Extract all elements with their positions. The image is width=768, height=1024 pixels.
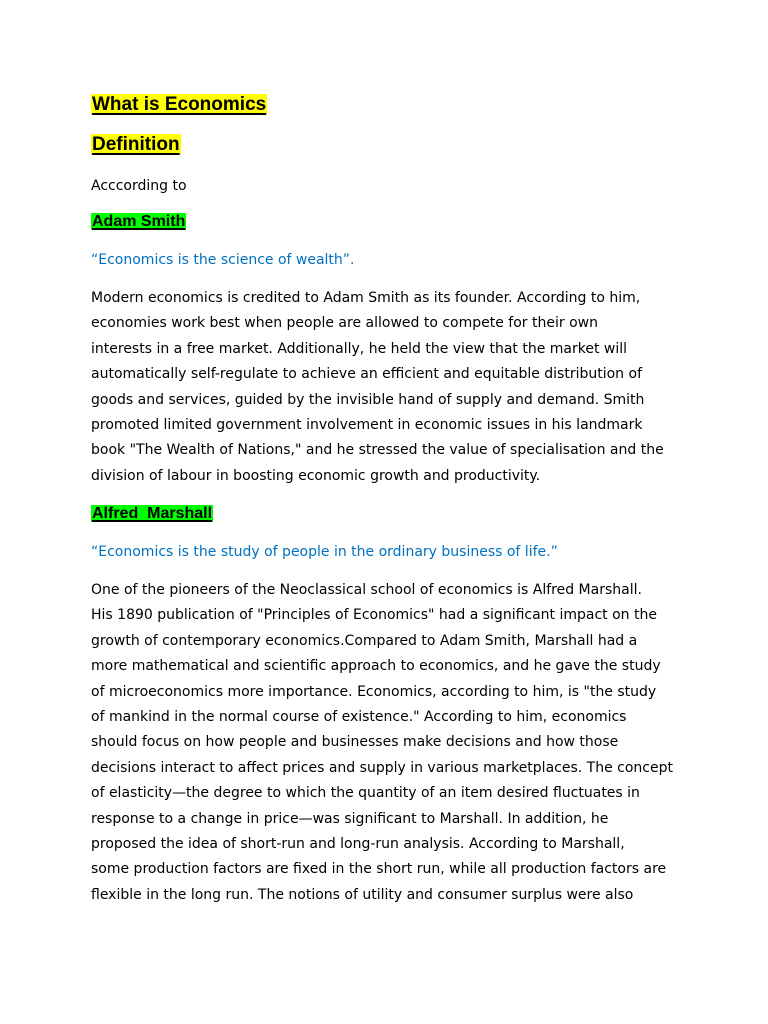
paragraph-line: book "The Wealth of Nations," and he stressed the value of specialisation and the (91, 442, 664, 459)
paragraph-line: of microeconomics more importance. Economics, according to him, is "the study (91, 683, 657, 700)
paragraph-line: flexible in the long run. The notions of utility and consumer surplus were also (91, 886, 634, 903)
intro-text: Acccording to (91, 178, 187, 194)
author-name: Alfred Marshall (92, 505, 213, 522)
paragraph-line: interests in a free market. Additionally, he held the view that the market will (91, 340, 628, 357)
paragraph-alfred-marshall (91, 578, 691, 908)
paragraph-line: more mathematical and scientific approach to economics, and he gave the study (91, 658, 661, 675)
page-title: What is Economics (92, 94, 267, 115)
title-block (91, 93, 267, 117)
author-heading-alfred-marshall (91, 503, 213, 525)
paragraph-line: One of the pioneers of the Neoclassical school of economics is Alfred Marshall. (91, 582, 642, 598)
paragraph-line: His 1890 publication of "Principles of Economics" had a significant impact on the (91, 607, 657, 624)
paragraph-line: of mankind in the normal course of existence." According to him, economics (91, 709, 627, 726)
author-name: Adam Smith (92, 213, 186, 230)
paragraph-line: growth of contemporary economics.Compared to Adam Smith, Marshall had a (91, 632, 638, 649)
paragraph-line: of elasticity—the degree to which the quantity of an item desired fluctuates in (91, 785, 640, 802)
paragraph-line: decisions interact to affect prices and supply in various marketplaces. The concept (91, 759, 673, 776)
paragraph-adam-smith (91, 286, 691, 489)
paragraph-line: automatically self-regulate to achieve an efficient and equitable distribution of (91, 366, 643, 383)
quote-alfred-marshall: “Economics is the study of people in the ordinary business of life.” (91, 544, 558, 560)
definition-heading: Definition (92, 134, 180, 155)
paragraph-line: promoted limited government involvement in economic issues in his landmark (91, 417, 643, 434)
paragraph-line: Modern economics is credited to Adam Smith as its founder. According to him, (91, 290, 641, 306)
paragraph-line: proposed the idea of short-run and long-run analysis. According to Marshall, (91, 836, 625, 853)
paragraph-line: division of labour in boosting economic growth and productivity. (91, 467, 541, 484)
paragraph-line: goods and services, guided by the invisible hand of supply and demand. Smith (91, 391, 645, 408)
quote-adam-smith: “Economics is the science of wealth”. (91, 252, 355, 268)
author-heading-adam-smith (91, 211, 186, 233)
paragraph-line: economies work best when people are allowed to compete for their own (91, 315, 598, 332)
paragraph-line: some production factors are fixed in the short run, while all production factors are (91, 861, 667, 878)
subtitle-block (91, 133, 181, 157)
paragraph-line: response to a change in price—was significant to Marshall. In addition, he (91, 810, 609, 827)
paragraph-line: should focus on how people and businesses make decisions and how those (91, 734, 619, 751)
